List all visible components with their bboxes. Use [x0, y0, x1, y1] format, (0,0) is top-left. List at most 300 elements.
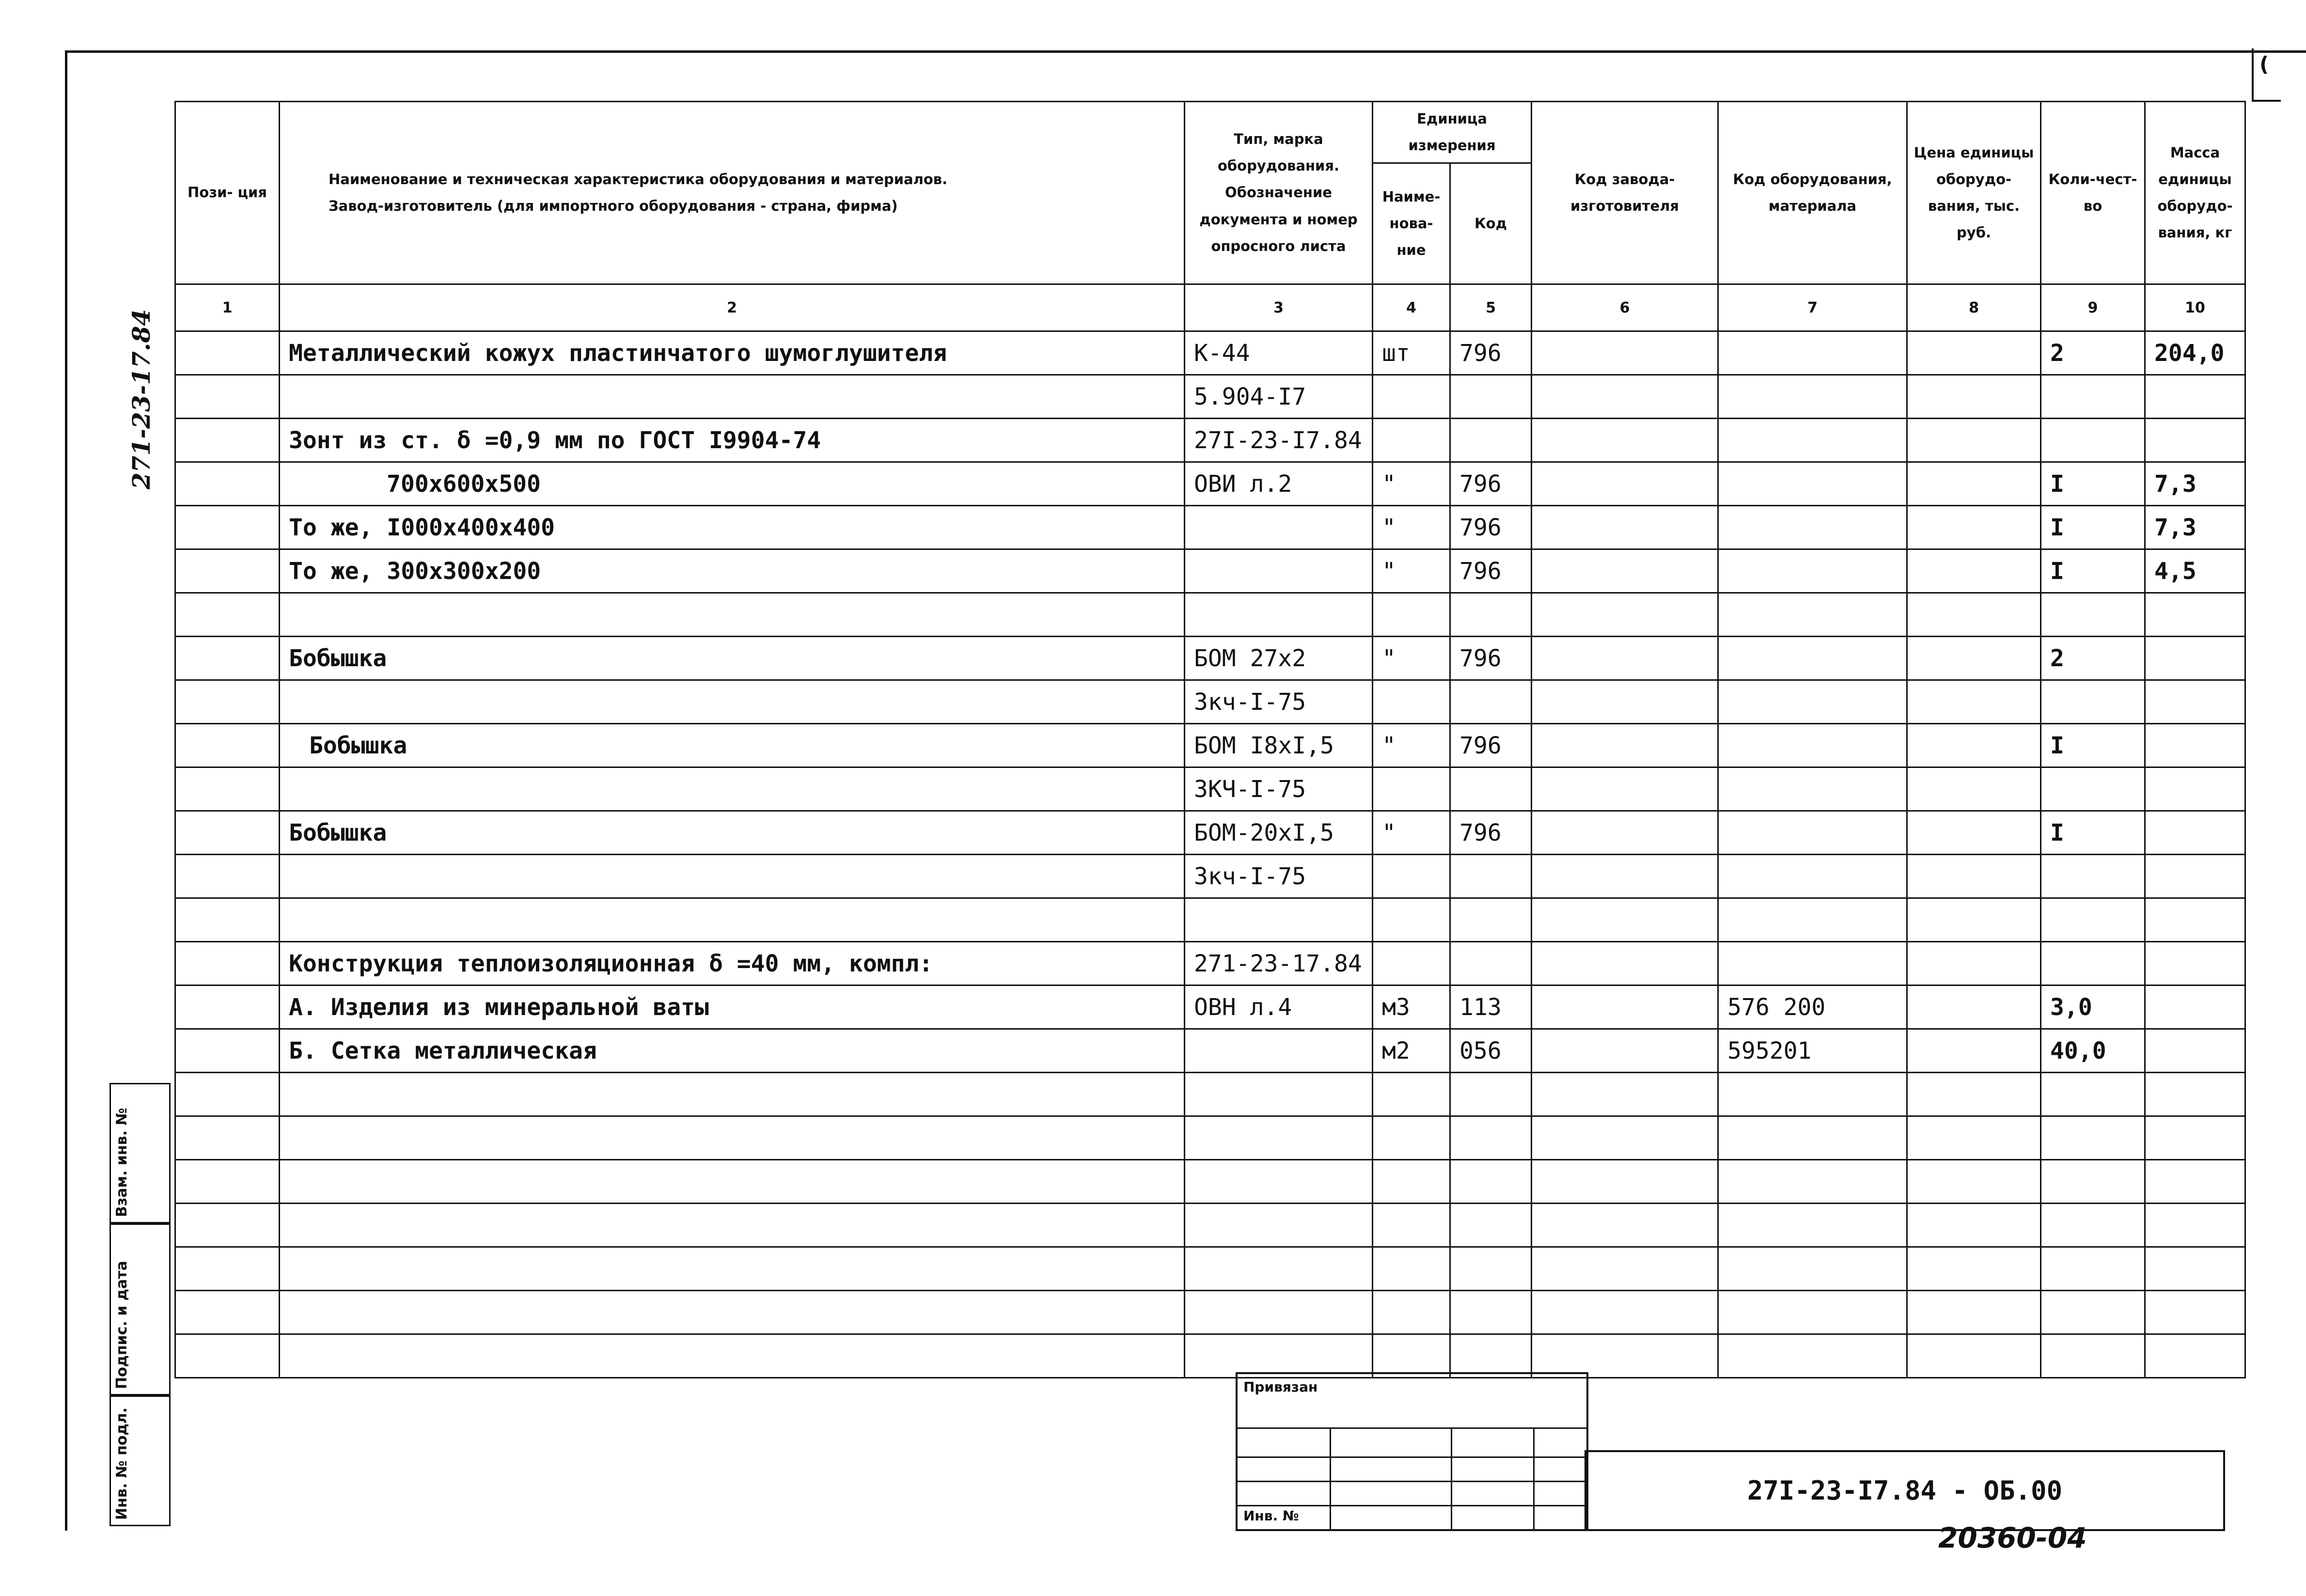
- cell-pos: [175, 724, 280, 767]
- cell-code: 796: [1450, 637, 1532, 680]
- cell-mass: [2145, 855, 2245, 898]
- cell-code: [1450, 1247, 1532, 1291]
- cell-mass: [2145, 1073, 2245, 1116]
- cell-pos: [175, 898, 280, 942]
- cell-price: [1907, 724, 2041, 767]
- cell-equip: [1718, 331, 1907, 375]
- cell-price: [1907, 419, 2041, 462]
- cell-maker: [1532, 1291, 1718, 1334]
- cell-price: [1907, 855, 2041, 898]
- cell-name: [280, 1247, 1185, 1291]
- cell-code: 796: [1450, 811, 1532, 855]
- cell-unit: м3: [1373, 986, 1450, 1029]
- cell-code: 113: [1450, 986, 1532, 1029]
- cell-qty: I: [2041, 549, 2145, 593]
- col-num: 2: [280, 284, 1185, 331]
- cell-price: [1907, 1291, 2041, 1334]
- cell-price: [1907, 331, 2041, 375]
- cell-code: 796: [1450, 331, 1532, 375]
- table-row: [175, 1116, 2245, 1160]
- cell-qty: [2041, 419, 2145, 462]
- cell-mass: 7,3: [2145, 462, 2245, 506]
- cell-name: Бобышка: [280, 811, 1185, 855]
- cell-type: [1185, 506, 1373, 549]
- cell-price: [1907, 593, 2041, 637]
- cell-code: [1450, 593, 1532, 637]
- table-row: [175, 724, 2245, 767]
- cell-price: [1907, 1116, 2041, 1160]
- cell-maker: [1532, 375, 1718, 419]
- cell-name: [280, 1160, 1185, 1204]
- col-num: 1: [175, 284, 280, 331]
- cell-type: 27I-23-I7.84: [1185, 419, 1373, 462]
- cell-qty: [2041, 1073, 2145, 1116]
- cell-qty: 3,0: [2041, 986, 2145, 1029]
- cell-equip: [1718, 680, 1907, 724]
- cell-mass: [2145, 724, 2245, 767]
- cell-qty: I: [2041, 811, 2145, 855]
- cell-unit: [1373, 1160, 1450, 1204]
- cell-name: Металлический кожух пластинчатого шумоглушителя: [280, 331, 1185, 375]
- cell-pos: [175, 419, 280, 462]
- stamp-inv-podl: [110, 1395, 171, 1526]
- header-unit-group: Единица измерения: [1373, 102, 1532, 163]
- cell-unit: [1373, 898, 1450, 942]
- cell-mass: [2145, 1116, 2245, 1160]
- title-block: [1236, 1372, 1588, 1531]
- cell-maker: [1532, 1334, 1718, 1378]
- cell-mass: [2145, 1334, 2245, 1378]
- col-num: 8: [1907, 284, 2041, 331]
- header-name-line1: Наименование и техническая характеристика оборудования и материалов.: [329, 171, 948, 188]
- cell-type: К-44: [1185, 331, 1373, 375]
- cell-name: [280, 1073, 1185, 1116]
- table-row: [175, 375, 2245, 419]
- cell-maker: [1532, 724, 1718, 767]
- cell-equip: [1718, 942, 1907, 986]
- cell-name: 700х600х500: [280, 462, 1185, 506]
- cell-pos: [175, 811, 280, 855]
- cell-mass: [2145, 942, 2245, 986]
- cell-code: 796: [1450, 506, 1532, 549]
- cell-maker: [1532, 1160, 1718, 1204]
- cell-unit: [1373, 419, 1450, 462]
- cell-unit: [1373, 942, 1450, 986]
- cell-mass: [2145, 375, 2245, 419]
- cell-price: [1907, 1334, 2041, 1378]
- cell-price: [1907, 462, 2041, 506]
- cell-code: 056: [1450, 1029, 1532, 1073]
- cell-qty: [2041, 855, 2145, 898]
- cell-type: [1185, 1334, 1373, 1378]
- cell-maker: [1532, 855, 1718, 898]
- cell-maker: [1532, 942, 1718, 986]
- cell-maker: [1532, 811, 1718, 855]
- cell-name: [280, 1291, 1185, 1334]
- stamp-vzam-inv: [110, 1083, 171, 1223]
- cell-qty: [2041, 1291, 2145, 1334]
- table-row: [175, 767, 2245, 811]
- table-row: [175, 1334, 2245, 1378]
- cell-unit: [1373, 1291, 1450, 1334]
- cell-equip: [1718, 637, 1907, 680]
- col-num: 10: [2145, 284, 2245, 331]
- cell-equip: [1718, 1160, 1907, 1204]
- cell-unit: ": [1373, 637, 1450, 680]
- cell-code: [1450, 680, 1532, 724]
- cell-name: [280, 375, 1185, 419]
- cell-unit: ": [1373, 506, 1450, 549]
- cell-mass: [2145, 637, 2245, 680]
- cell-name: [280, 1204, 1185, 1247]
- cell-name: [280, 1116, 1185, 1160]
- cell-type: БОМ-20xI,5: [1185, 811, 1373, 855]
- cell-unit: [1373, 593, 1450, 637]
- cell-type: [1185, 593, 1373, 637]
- left-stamp: [110, 1083, 171, 1526]
- cell-maker: [1532, 767, 1718, 811]
- cell-code: [1450, 1073, 1532, 1116]
- table-row: [175, 1073, 2245, 1116]
- cell-equip: [1718, 1334, 1907, 1378]
- cell-qty: 2: [2041, 637, 2145, 680]
- inv-no-label: Инв. №: [1243, 1508, 1299, 1524]
- table-row: [175, 419, 2245, 462]
- cell-unit: [1373, 375, 1450, 419]
- stamp-inv-label: Инв. № подл.: [113, 1407, 130, 1520]
- cell-maker: [1532, 331, 1718, 375]
- cell-pos: [175, 1291, 280, 1334]
- stamp-signature-date: [110, 1223, 171, 1395]
- cell-name: [280, 593, 1185, 637]
- cell-mass: 7,3: [2145, 506, 2245, 549]
- cell-type: [1185, 1029, 1373, 1073]
- header-position: Пози- ция: [175, 102, 280, 284]
- cell-maker: [1532, 1116, 1718, 1160]
- table-row: [175, 986, 2245, 1029]
- table-row: [175, 331, 2245, 375]
- cell-type: 5.904-I7: [1185, 375, 1373, 419]
- cell-code: [1450, 1334, 1532, 1378]
- cell-price: [1907, 942, 2041, 986]
- cell-equip: [1718, 462, 1907, 506]
- cell-code: [1450, 1116, 1532, 1160]
- cell-equip: [1718, 811, 1907, 855]
- cell-price: [1907, 549, 2041, 593]
- cell-qty: I: [2041, 724, 2145, 767]
- cell-unit: [1373, 767, 1450, 811]
- cell-price: [1907, 811, 2041, 855]
- cell-mass: [2145, 898, 2245, 942]
- cell-qty: [2041, 680, 2145, 724]
- cell-maker: [1532, 506, 1718, 549]
- cell-unit: ": [1373, 462, 1450, 506]
- cell-maker: [1532, 986, 1718, 1029]
- cell-type: 3КЧ-I-75: [1185, 767, 1373, 811]
- cell-equip: 576 200: [1718, 986, 1907, 1029]
- cell-name: [280, 898, 1185, 942]
- cell-unit: [1373, 1204, 1450, 1247]
- cell-pos: [175, 462, 280, 506]
- stamp-podpis-label: Подпис. и дата: [113, 1261, 130, 1389]
- cell-pos: [175, 331, 280, 375]
- cell-maker: [1532, 637, 1718, 680]
- header-unit-code: Код: [1450, 163, 1532, 284]
- cell-name: Бобышка: [280, 637, 1185, 680]
- cell-equip: [1718, 724, 1907, 767]
- cell-qty: 2: [2041, 331, 2145, 375]
- cell-price: [1907, 986, 2041, 1029]
- cell-name: Б. Сетка металлическая: [280, 1029, 1185, 1073]
- cell-type: [1185, 898, 1373, 942]
- cell-equip: [1718, 375, 1907, 419]
- cell-qty: [2041, 1116, 2145, 1160]
- cell-unit: шт: [1373, 331, 1450, 375]
- cell-pos: [175, 767, 280, 811]
- cell-type: [1185, 1247, 1373, 1291]
- cell-type: БОМ 27x2: [1185, 637, 1373, 680]
- privyazan-label: Привязан: [1243, 1379, 1318, 1395]
- cell-mass: [2145, 419, 2245, 462]
- cell-qty: [2041, 942, 2145, 986]
- cell-qty: [2041, 1247, 2145, 1291]
- cell-code: [1450, 855, 1532, 898]
- cell-pos: [175, 1247, 280, 1291]
- header-name: [280, 102, 1185, 284]
- cell-pos: [175, 855, 280, 898]
- cell-code: [1450, 419, 1532, 462]
- cell-equip: [1718, 419, 1907, 462]
- cell-name: Бобышка: [280, 724, 1185, 767]
- cell-maker: [1532, 898, 1718, 942]
- cell-maker: [1532, 549, 1718, 593]
- cell-name: То же, I000x400x400: [280, 506, 1185, 549]
- table-row: [175, 680, 2245, 724]
- cell-mass: [2145, 1029, 2245, 1073]
- cell-mass: [2145, 1204, 2245, 1247]
- cell-equip: [1718, 1116, 1907, 1160]
- cell-type: [1185, 549, 1373, 593]
- cell-code: [1450, 1291, 1532, 1334]
- cell-qty: [2041, 593, 2145, 637]
- col-num: 9: [2041, 284, 2145, 331]
- cell-price: [1907, 898, 2041, 942]
- cell-equip: [1718, 767, 1907, 811]
- cell-name: [280, 855, 1185, 898]
- cell-maker: [1532, 1073, 1718, 1116]
- cell-type: [1185, 1116, 1373, 1160]
- cell-qty: [2041, 767, 2145, 811]
- cell-pos: [175, 1029, 280, 1073]
- cell-code: 796: [1450, 549, 1532, 593]
- cell-maker: [1532, 680, 1718, 724]
- cell-equip: 595201: [1718, 1029, 1907, 1073]
- cell-name: Зонт из ст. δ =0,9 мм по ГОСТ I9904-74: [280, 419, 1185, 462]
- cell-mass: [2145, 593, 2245, 637]
- side-document-code: 271-23-17.84: [127, 309, 156, 489]
- cell-code: [1450, 1160, 1532, 1204]
- cell-name: [280, 767, 1185, 811]
- cell-type: 271-23-17.84: [1185, 942, 1373, 986]
- cell-pos: [175, 1073, 280, 1116]
- stamp-vzam-label: Взам. инв. №: [113, 1108, 130, 1217]
- cell-pos: [175, 593, 280, 637]
- cell-unit: ": [1373, 724, 1450, 767]
- table-row: [175, 1160, 2245, 1204]
- cell-mass: [2145, 1160, 2245, 1204]
- cell-price: [1907, 1204, 2041, 1247]
- cell-name: А. Изделия из минеральной ваты: [280, 986, 1185, 1029]
- corner-mark: (: [2252, 48, 2281, 102]
- cell-type: ОВИ л.2: [1185, 462, 1373, 506]
- cell-equip: [1718, 855, 1907, 898]
- cell-unit: [1373, 1334, 1450, 1378]
- cell-equip: [1718, 1204, 1907, 1247]
- cell-price: [1907, 637, 2041, 680]
- table-row: [175, 1204, 2245, 1247]
- cell-code: [1450, 942, 1532, 986]
- cell-maker: [1532, 1029, 1718, 1073]
- cell-qty: [2041, 1160, 2145, 1204]
- cell-unit: ": [1373, 811, 1450, 855]
- cell-type: [1185, 1160, 1373, 1204]
- header-type: Тип, марка оборудования. Обозначение документа и номер опросного листа: [1185, 102, 1373, 284]
- col-num: 3: [1185, 284, 1373, 331]
- cell-qty: [2041, 898, 2145, 942]
- cell-qty: I: [2041, 462, 2145, 506]
- cell-price: [1907, 1073, 2041, 1116]
- cell-mass: [2145, 767, 2245, 811]
- header-maker-code: Код завода-изготовителя: [1532, 102, 1718, 284]
- cell-unit: [1373, 1116, 1450, 1160]
- header-unit-name: Наиме-нова-ние: [1373, 163, 1450, 284]
- cell-price: [1907, 767, 2041, 811]
- header-mass: Масса единицы оборудо-вания, кг: [2145, 102, 2245, 284]
- col-num: 6: [1532, 284, 1718, 331]
- cell-price: [1907, 680, 2041, 724]
- cell-equip: [1718, 549, 1907, 593]
- cell-type: ОВН л.4: [1185, 986, 1373, 1029]
- cell-code: [1450, 375, 1532, 419]
- cell-type: [1185, 1291, 1373, 1334]
- cell-qty: [2041, 1334, 2145, 1378]
- cell-mass: 4,5: [2145, 549, 2245, 593]
- cell-name: [280, 680, 1185, 724]
- cell-code: [1450, 898, 1532, 942]
- header-quantity: Коли-чест-во: [2041, 102, 2145, 284]
- cell-pos: [175, 549, 280, 593]
- cell-equip: [1718, 898, 1907, 942]
- col-num: 5: [1450, 284, 1532, 331]
- cell-mass: 204,0: [2145, 331, 2245, 375]
- header-equipment-code: Код оборудования, материала: [1718, 102, 1907, 284]
- cell-price: [1907, 506, 2041, 549]
- cell-code: 796: [1450, 462, 1532, 506]
- table-row: [175, 1029, 2245, 1073]
- column-number-row: [175, 284, 2245, 331]
- cell-code: [1450, 767, 1532, 811]
- cell-unit: [1373, 1247, 1450, 1291]
- col-num: 4: [1373, 284, 1450, 331]
- table-row: [175, 637, 2245, 680]
- cell-type: [1185, 1073, 1373, 1116]
- document-code: 27I-23-I7.84 - ОБ.00: [1584, 1450, 2225, 1531]
- cell-pos: [175, 986, 280, 1029]
- table-row: [175, 462, 2245, 506]
- table-row: [175, 942, 2245, 986]
- cell-pos: [175, 506, 280, 549]
- cell-mass: [2145, 680, 2245, 724]
- cell-equip: [1718, 1247, 1907, 1291]
- cell-maker: [1532, 1204, 1718, 1247]
- table-row: [175, 855, 2245, 898]
- table-row: [175, 1291, 2245, 1334]
- cell-unit: [1373, 855, 1450, 898]
- table-row: [175, 593, 2245, 637]
- cell-type: БОМ I8xI,5: [1185, 724, 1373, 767]
- cell-qty: 40,0: [2041, 1029, 2145, 1073]
- cell-equip: [1718, 593, 1907, 637]
- cell-equip: [1718, 506, 1907, 549]
- cell-unit: [1373, 680, 1450, 724]
- cell-pos: [175, 1204, 280, 1247]
- cell-name: Конструкция теплоизоляционная δ =40 мм, компл:: [280, 942, 1185, 986]
- cell-type: 3кч-I-75: [1185, 855, 1373, 898]
- cell-price: [1907, 1247, 2041, 1291]
- cell-equip: [1718, 1291, 1907, 1334]
- cell-price: [1907, 1160, 2041, 1204]
- cell-pos: [175, 1116, 280, 1160]
- cell-maker: [1532, 419, 1718, 462]
- cell-maker: [1532, 462, 1718, 506]
- cell-maker: [1532, 593, 1718, 637]
- cell-qty: [2041, 375, 2145, 419]
- cell-pos: [175, 942, 280, 986]
- cell-mass: [2145, 986, 2245, 1029]
- col-num: 7: [1718, 284, 1907, 331]
- cell-name: То же, 300x300x200: [280, 549, 1185, 593]
- cell-mass: [2145, 1291, 2245, 1334]
- cell-code: [1450, 1204, 1532, 1247]
- table-row: [175, 811, 2245, 855]
- cell-qty: [2041, 1204, 2145, 1247]
- cell-price: [1907, 1029, 2041, 1073]
- table-row: [175, 1247, 2245, 1291]
- cell-pos: [175, 1160, 280, 1204]
- cell-pos: [175, 637, 280, 680]
- header-price: Цена единицы оборудо-вания, тыс. руб.: [1907, 102, 2041, 284]
- specification-table: [174, 101, 2246, 1378]
- cell-qty: I: [2041, 506, 2145, 549]
- cell-pos: [175, 375, 280, 419]
- cell-code: 796: [1450, 724, 1532, 767]
- cell-type: 3кч-I-75: [1185, 680, 1373, 724]
- cell-type: [1185, 1204, 1373, 1247]
- table-row: [175, 506, 2245, 549]
- cell-mass: [2145, 1247, 2245, 1291]
- cell-price: [1907, 375, 2041, 419]
- cell-maker: [1532, 1247, 1718, 1291]
- cell-equip: [1718, 1073, 1907, 1116]
- cell-unit: м2: [1373, 1029, 1450, 1073]
- table-row: [175, 898, 2245, 942]
- cell-unit: [1373, 1073, 1450, 1116]
- cell-pos: [175, 680, 280, 724]
- cell-pos: [175, 1334, 280, 1378]
- cell-mass: [2145, 811, 2245, 855]
- cell-unit: ": [1373, 549, 1450, 593]
- page-number: 20360-04: [1938, 1521, 2087, 1554]
